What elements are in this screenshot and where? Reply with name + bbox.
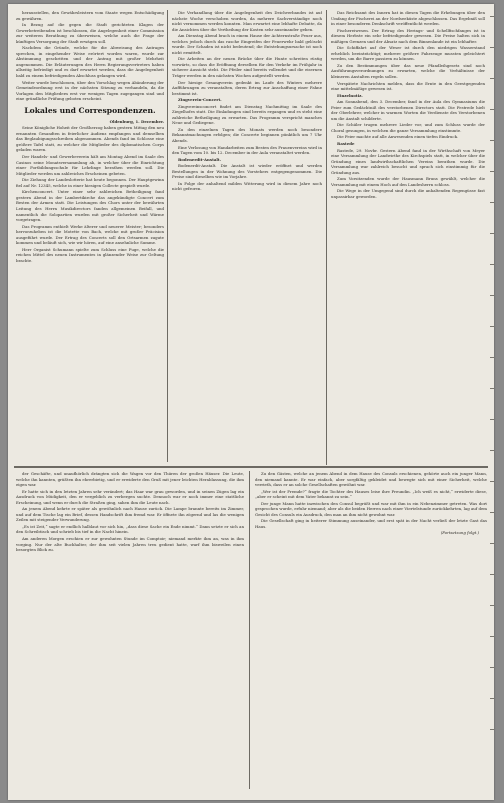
paragraph: Er hatte sich in den letzten Jahren sehr verändert; das Haar war grau geworden, und in seinen Zügen lag ein Ausdruck von Müdigkeit, den er vergeblich zu verbergen suchte. Dennoch war er noch immer eine stattliche Erscheinung, und wenn er durch die Straßen ging, sahen ihm die Leute nach. <box>16 488 244 505</box>
column-right <box>331 10 485 465</box>
paragraph: Die Feier machte auf alle Anwesenden einen tiefen Eindruck. <box>337 134 459 140</box>
paragraph: Die Verhandlung über die Angelegenheit des Deichverbandes ist auf nächste Woche verschoben worden, da mehrere Sachverständige noch nicht vernommen werden konnten. Man erwartet eine lebhafte Debatte, da die Ansichten über die Vertheilung der Kosten sehr auseinander gehen. <box>172 10 322 32</box>
paragraph: Die Arbeiten an der neuen Brücke über die Hunte schreiten rüstig vorwärts, so dass die Eröffnung derselben für den Verkehr im Frühjahr in sicherer Aussicht steht. Die Pfeiler sind bereits vollendet und die eisernen Träger werden in den nächsten Wochen aufgestellt werden. <box>172 56 322 79</box>
paragraph: Die Gesellschaft ging in heiterer Stimmung auseinander, und erst spät in der Nacht verließ der letzte Gast das Haus. <box>255 518 487 529</box>
paragraph: An jenem Abend kehrte er später als gewöhnlich nach Hause zurück. Die Lampe brannte bereits im Zimmer, und auf dem Tische lag ein Brief, dessen Handschrift ihm fremd war. Er öffnete ihn zögernd und las die wenigen Zeilen mit steigender Verwunderung. <box>16 506 244 523</box>
paragraph: Nachdem die Gründe, welche für die Abweisung des Antrages sprechen, in eingehender Weise erörtert worden waren, wurde zur Abstimmung geschritten und der Antrag mit großer Mehrheit angenommen. Die Erläuterungen des Herrn Regierungsvertreters haben allseitig befriedigt und es darf erwartet werden, dass die Angelegenheit bald zu einem befriedigenden Abschluss gelangen wird. <box>16 45 164 79</box>
paragraph: Die Schüler trugen mehrere Lieder vor, und zum Schluss wurde der Choral gesungen, in welchen die ganze Versammlung einstimmte. <box>331 122 485 133</box>
subheading: Rastede <box>337 141 355 147</box>
newspaper-page <box>8 4 494 800</box>
column-divider <box>249 471 250 789</box>
paragraph: Am anderen Morgen erschien er zur gewohnten Stunde im Comptoir; niemand merkte ihm an, was in ihm vorging. Nur der alte Buchhalter, der ihm seit vielen Jahren treu gedient hatte, warf ihm bisweilen einen besorgten Blick zu. <box>16 536 244 553</box>
paragraph: Zum Vorsitzenden wurde der Hausmann Bruns gewählt, welcher die Versammlung mit einem Hoch auf den Landesherrn schloss. <box>331 176 485 187</box>
paragraph: Zu den Gästen, welche an jenem Abend in dem Hause des Consuls erschienen, gehörte auch ein junger Mann, den niemand kannte. Er war einfach, aber sorgfältig gekleidet und bewegte sich mit einer Sicherheit, welche verrieth, dass er an solche Gesellschaften gewöhnt war. <box>255 471 487 488</box>
paragraph: Bodenerdit-Anstalt. Die Anstalt ist wieder eröffnet und werden Bestellungen in der Wohnung des Vorstehers entgegengenommen. Die Preise sind dieselben wie im Vorjahre. <box>172 163 322 180</box>
paragraph: Seine Königliche Hoheit der Großherzog haben gestern Mittag den neu ernannten Gesandten in feierlicher Audienz empfangen und demselben das Beglaubigungsschreiben abgenommen. Abends fand im Schlosse eine größere Tafel statt, zu welcher die Mitglieder des diplomatischen Corps geladen waren. <box>16 125 164 153</box>
dateline: Einzelnotiz. <box>337 92 363 98</box>
paragraph: In Bezug auf die gegen die Stadt gerichteten Klagen der Gewerbetreibenden ist beschlossen, die Angelegenheit einer Commission zur weiteren Berathung zu überweisen, welche auch die Frage der künftigen Versorgung der Stadt erwägen soll. <box>16 22 164 44</box>
column-divider <box>326 10 327 465</box>
section-title: Lokales und Correspondenzen. <box>24 105 156 115</box>
paragraph: Zu den einzelnen Tagen des Monats werden noch besondere Bekanntmachungen erfolgen; die Concerte beginnen pünktlich um 7 Uhr Abends. <box>172 126 322 144</box>
paragraph: Rastede, 29. Novbr. Gestern Abend fand in der Wirthschaft von Meyer eine Versammlung der Landwirthe des Kirchspiels statt, in welcher über die Gründung eines landwirthschaftlichen Vereins berathen wurde. Die Versammlung war zahlreich besucht und sprach sich einstimmig für die Gründung aus. <box>331 147 485 175</box>
subheading: Bodenerdit-Anstalt. <box>178 156 222 162</box>
paragraph: Herr Organist Schumann spielte zum Schluss eine Fuge, welche die reichen Mittel des neuen Instrumentes in glänzender Weise zur Geltung brachte. <box>16 246 164 263</box>
paragraph: „Wer ist der Fremde?“ fragte die Tochter des Hauses leise ihre Freundin. „Ich weiß es nicht,“ erwiderte diese, „aber er scheint mit dem Vater bekannt zu sein.“ <box>255 488 487 500</box>
paragraph: Zu den Bestimmungen über das neue Pfandleihgesetz sind noch Ausführungsverordnungen zu erwarten, welche die Verhältnisse der kleineren Anstalten regeln sollen. <box>331 62 485 80</box>
column-left <box>16 10 164 462</box>
paragraph: herausstellen, den Gewährsleistern vom Staate wegen Entschädigung zu gewähren. <box>16 10 164 21</box>
paragraph: Der Handels- und Gewerbeverein hält am Montag Abend im Saale des Casinos seine Monatsversammlung ab, in welcher über die Einrichtung einer Fortbildungsschule für Lehrlinge berathen werden soll. Die Mitglieder werden um zahlreiches Erscheinen gebeten. <box>16 154 164 176</box>
paragraph: Am Dienstag Abend brach in einem Hause der Achternstraße Feuer aus, welches jedoch durch das rasche Eingreifen der Feuerwehr bald gelöscht wurde. Der Schaden ist nicht bedeutend; die Entstehungsursache ist noch nicht ermittelt. <box>172 33 322 55</box>
paragraph: Zingvereinsconcert findet am Dienstag Nachmittag im Saale des Ziegelhofes statt. Die Einladungen sind bereits ergangen und es steht eine zahlreiche Betheiligung zu erwarten. Das Programm verspricht manches Neue und Gediegene. <box>172 103 322 126</box>
paragraph: Die Wege in der Umgegend sind durch die anhaltenden Regengüsse fast unpassirbar geworden. <box>331 188 485 199</box>
paragraph: Der junge Mann hatte inzwischen den Consul begrüßt und war mit ihm in ein Nebenzimmer getreten. Was dort gesprochen wurde, erfuhr niemand; aber als die beiden Herren nach einer Viertelstunde zurückkehrten, lag auf dem Gesicht des Consuls ein Ausdruck, den man an ihm nicht gewohnt war. <box>255 500 487 517</box>
paragraph: Das Reichsamt des Innern hat in diesen Tagen die Erhebungen über den Umfang der Fischerei an der Nordseeküste abgeschlossen. Das Ergebniß soll in einer besonderen Denkschrift veröffentlicht werden. <box>331 10 485 27</box>
paragraph: Die Schiffahrt auf der Weser ist durch den niedrigen Wasserstand erheblich beeinträchtigt; mehrere größere Fahrzeuge mussten geleichtert werden, um die Barre passiren zu können. <box>331 45 485 62</box>
dateline: Oldenburg, 1. December. <box>109 118 164 124</box>
subheading: Zingverein-Concert. <box>178 97 222 103</box>
paragraph: Eine Verlosung von Handarbeiten zum Besten des Frauenvereins wird in den Tagen vom 10. bis 12. December in der Aula veranstaltet werden. <box>172 144 322 156</box>
column-divider <box>167 10 168 462</box>
paragraph: Kirchenconcert. Unter einer sehr zahlreichen Betheiligung fand gestern Abend in der Lambertikirche das angekündigte Concert zum Besten der Armen statt. Die Leistungen des Chors unter der bewährten Leitung des Herrn Musikdirectors fanden allgemeinen Beifall, und namentlich die Solopartien wurden mit großer Sicherheit und Wärme vorgetragen. <box>16 189 164 223</box>
page-edge <box>490 16 494 786</box>
paragraph: Die Ziehung der Landeslotterie hat heute begonnen. Der Hauptgewinn fiel auf Nr. 12345, welche in einer hiesigen Collecte gespielt wurde. <box>16 177 164 188</box>
paragraph: Weiter wurde beschlossen, über den Vorschlag wegen Abänderung der Gemeindeordnung erst in der nächsten Sitzung zu verhandeln, da die Vorlagen den Mitgliedern erst vor wenigen Tagen zugegangen sind und eine gründliche Prüfung geboten erscheint. <box>16 79 164 102</box>
column-middle <box>172 10 322 462</box>
feuilleton-rule <box>14 466 488 468</box>
paragraph: Der hiesige Gesangverein gedenkt im Laufe des Winters mehrere Aufführungen zu veranstalten, deren Ertrag zur Anschaffung einer Fahne bestimmt ist. <box>172 79 322 96</box>
continuation-note: (Fortsetzung folgt.) <box>440 530 479 536</box>
paragraph: In Folge der anhaltend milden Witterung wird in diesem Jahre noch nicht gefroren. <box>172 180 322 192</box>
paragraph: Fischereiwesen. Der Ertrag des Herings- und Schellfischfanges ist in diesem Herbste ein sehr befriedigender gewesen. Die Preise halten sich in mäßigen Grenzen und der Absatz nach dem Binnenlande ist ein lebhafter. <box>331 27 485 44</box>
paragraph: Verspätete Nachrichten melden, dass die Ernte in den Geestgegenden eine mittelmäßige gewesen ist. <box>331 80 485 92</box>
paragraph: der Geschäfte, und unaufhörlich drängten sich die Wagen vor den Thüren der großen Häuser. Die Leute, welche ihn kannten, grüßten ihn ehrerbietig, und er erwiderte den Gruß mit jener leichten Herablassung, die ihm eigen war. <box>16 471 244 488</box>
paragraph: Am Sonnabend, den 3. December, fand in der Aula des Gymnasiums die Feier zum Gedächtniß des verstorbenen Directors statt. Die Festrede hielt der Oberlehrer, welcher in warmen Worten die Verdienste des Verstorbenen um die Anstalt schilderte. <box>331 99 485 121</box>
paragraph: „Es ist Zeit,“ sagte er endlich halblaut vor sich hin, „dass diese Sache ein Ende nimmt.“ Dann setzte er sich an den Schreibtisch und schrieb bis tief in die Nacht hinein. <box>16 523 244 535</box>
paragraph: Das Programm enthielt Werke älterer und neuerer Meister; besonders hervorzuheben ist die Motette von Bach, welche mit großer Präcision ausgeführt wurde. Der Ertrag des Concerts soll den Ortsarmen zugute kommen und beläuft sich, wie wir hören, auf eine ansehnliche Summe. <box>16 223 164 246</box>
feuilleton-right <box>255 471 487 789</box>
feuilleton-left <box>16 471 244 789</box>
